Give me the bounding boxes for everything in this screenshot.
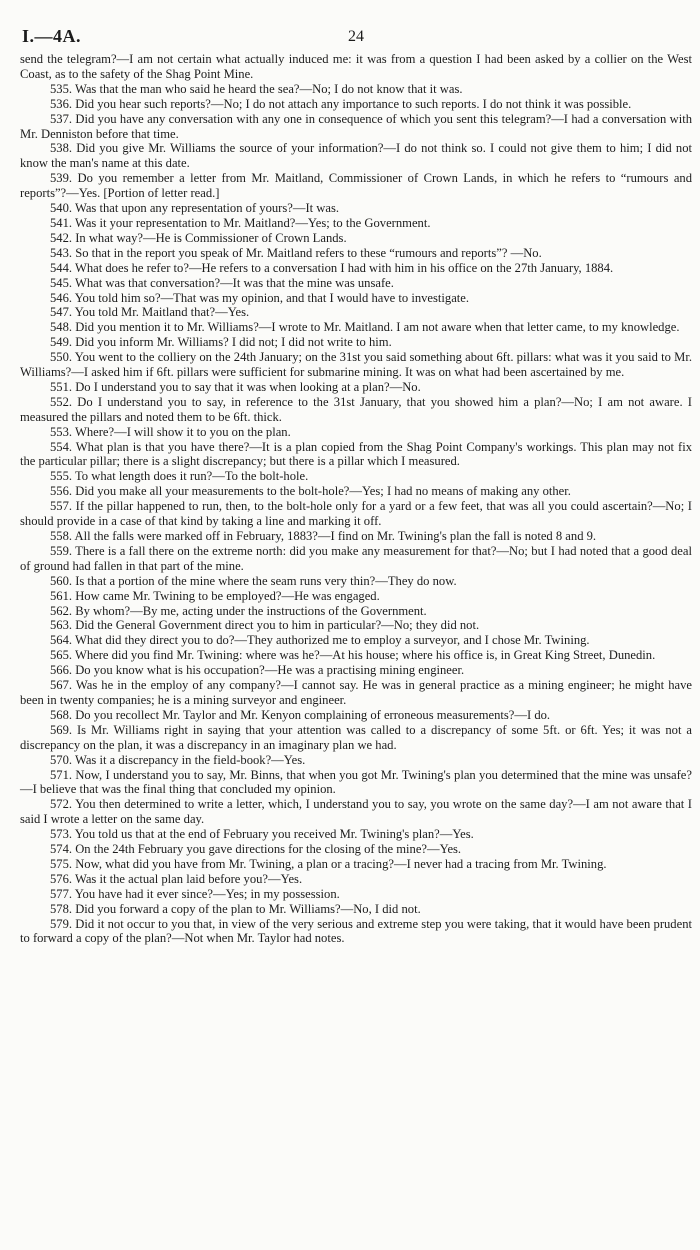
paragraph: 564. What did they direct you to do?—They authorized me to employ a surveyor, and I chose Mr. Twining. xyxy=(50,633,590,648)
paragraph: 543. So that in the report you speak of Mr. Maitland refers to these “rumours and reports”? —No. xyxy=(50,245,542,260)
paragraph: 552. Do I understand you to say, in reference to the 31st January, that you showed him a plan?—No; I am not aware. I measured the pillars and noted them to be 6ft. thick. xyxy=(20,394,692,424)
paragraph: 541. Was it your representation to Mr. Maitland?—Yes; to the Government. xyxy=(50,215,431,230)
paragraph: 550. You went to the colliery on the 24th January; on the 31st you said something about 6ft. pillars: what was it you said to Mr. Williams?—I asked him if 6ft. pillars were sufficient for submarine mining. It was on what had been ascertained by me. xyxy=(20,350,692,380)
paragraph: 577. You have had it ever since?—Yes; in my possession. xyxy=(50,886,340,901)
paragraph: 539. Do you remember a letter from Mr. Maitland, Commissioner of Crown Lands, in which he refers to “rumours and reports”?—Yes. [Portion of letter read.] xyxy=(20,171,692,201)
paragraph: 574. On the 24th February you gave directions for the closing of the mine?—Yes. xyxy=(50,842,462,857)
paragraph: 548. Did you mention it to Mr. Williams?—I wrote to Mr. Maitland. I am not aware when that letter came, to my knowledge. xyxy=(50,320,680,335)
paragraph: 551. Do I understand you to say that it was when looking at a plan?—No. xyxy=(50,379,421,394)
paragraph: 547. You told Mr. Maitland that?—Yes. xyxy=(50,305,250,320)
paragraph: 578. Did you forward a copy of the plan to Mr. Williams?—No, I did not. xyxy=(50,901,421,916)
paragraph: 560. Is that a portion of the mine where the seam runs very thin?—They do now. xyxy=(50,573,457,588)
paragraph: 537. Did you have any conversation with any one in consequence of which you sent this telegram?—I had a conversation with Mr. Denniston before that time. xyxy=(20,111,692,141)
paragraph: 562. By whom?—By me, acting under the instructions of the Government. xyxy=(50,603,427,618)
page-number: 24 xyxy=(348,28,364,45)
paragraph: 554. What plan is that you have there?—It is a plan copied from the Shag Point Company's workings. This plan may not fix the particular pillar; there is a slight discrepancy; but there is a pillar which I measured. xyxy=(20,439,692,469)
document-reference: I.—4A. xyxy=(22,26,82,46)
paragraph: 557. If the pillar happened to run, then, to the bolt-hole only for a yard or a few feet, that was all you could ascertain?—No; I should provide in a case of that kind by taking a line and marking it off. xyxy=(20,499,692,529)
document-body xyxy=(20,52,692,946)
paragraph: 556. Did you make all your measurements to the bolt-hole?—Yes; I had no means of making any other. xyxy=(50,484,571,499)
paragraph: 566. Do you know what is his occupation?—He was a practising mining engineer. xyxy=(50,663,465,678)
paragraph: 549. Did you inform Mr. Williams? I did not; I did not write to him. xyxy=(50,335,392,350)
paragraph: 546. You told him so?—That was my opinion, and that I would have to investigate. xyxy=(50,290,470,305)
paragraph: 567. Was he in the employ of any company?—I cannot say. He was in general practice as a mining engineer; he might have been in twenty companies; he is a mining surveyor and engineer. xyxy=(20,678,692,707)
paragraph: 545. What was that conversation?—It was that the mine was unsafe. xyxy=(50,275,394,290)
paragraph: 544. What does he refer to?—He refers to a conversation I had with him in his office on the 27th January, 1884. xyxy=(50,260,614,275)
paragraph: 575. Now, what did you have from Mr. Twining, a plan or a tracing?—I never had a tracing from Mr. Twining. xyxy=(50,856,607,871)
paragraph: 553. Where?—I will show it to you on the plan. xyxy=(50,424,291,439)
page-header xyxy=(20,26,692,52)
paragraph: 555. To what length does it run?—To the bolt-hole. xyxy=(50,469,309,484)
paragraph: 576. Was it the actual plan laid before you?—Yes. xyxy=(50,871,303,886)
paragraph: 568. Do you recollect Mr. Taylor and Mr. Kenyon complaining of erroneous measurements?—I do. xyxy=(50,707,551,722)
paragraph: 540. Was that upon any representation of yours?—It was. xyxy=(50,201,340,216)
paragraph: 561. How came Mr. Twining to be employed?—He was engaged. xyxy=(50,588,380,603)
paragraph: 558. All the falls were marked off in February, 1883?—I find on Mr. Twining's plan the fall is noted 8 and 9. xyxy=(50,529,597,543)
paragraph: 542. In what way?—He is Commissioner of Crown Lands. xyxy=(50,230,347,245)
paragraph: 571. Now, I understand you to say, Mr. Binns, that when you got Mr. Twining's plan you determined that the mine was unsafe?—I believe that was the final thing that concluded my opinion. xyxy=(20,767,692,797)
paragraph: 579. Did it not occur to you that, in view of the very serious and extreme step you were taking, that it would have been prudent to forward a copy of the plan?—Not when Mr. Taylor had notes. xyxy=(20,916,692,946)
paragraph: 572. You then determined to write a letter, which, I understand you to say, you wrote on the same day?—I am not aware that I said I wrote a letter on the same day. xyxy=(20,797,692,827)
paragraph: 535. Was that the man who said he heard the sea?—No; I do not know that it was. xyxy=(50,81,463,96)
paragraph: 538. Did you give Mr. Williams the source of your information?—I do not think so. I could not give them to him; I did not know the man's name at this date. xyxy=(20,141,692,171)
paragraph: 569. Is Mr. Williams right in saying that your attention was called to a discrepancy of some 5ft. or 6ft. Yes; it was not a discrepancy on the plan, it was a discrepancy in an imaginary plan we had. xyxy=(20,722,692,752)
paragraph: 565. Where did you find Mr. Twining: where was he?—At his house; where his office is, in Great King Street, Dunedin. xyxy=(50,648,656,663)
paragraph: 536. Did you hear such reports?—No; I do not attach any importance to such reports. I do not think it was possible. xyxy=(50,96,632,111)
paragraph: send the telegram?—I am not certain what actually induced me: it was from a question I had been asked by a collier on the West Coast, as to the safety of the Shag Point Mine. xyxy=(20,52,692,81)
paragraph: 573. You told us that at the end of February you received Mr. Twining's plan?—Yes. xyxy=(50,827,474,842)
paragraph: 559. There is a fall there on the extreme north: did you make any measurement for that?—No; but I had noted that a good deal of ground had fallen in that part of the mine. xyxy=(20,543,692,573)
paragraph: 563. Did the General Government direct you to him in particular?—No; they did not. xyxy=(50,618,480,633)
paragraph: 570. Was it a discrepancy in the field-book?—Yes. xyxy=(50,752,306,767)
